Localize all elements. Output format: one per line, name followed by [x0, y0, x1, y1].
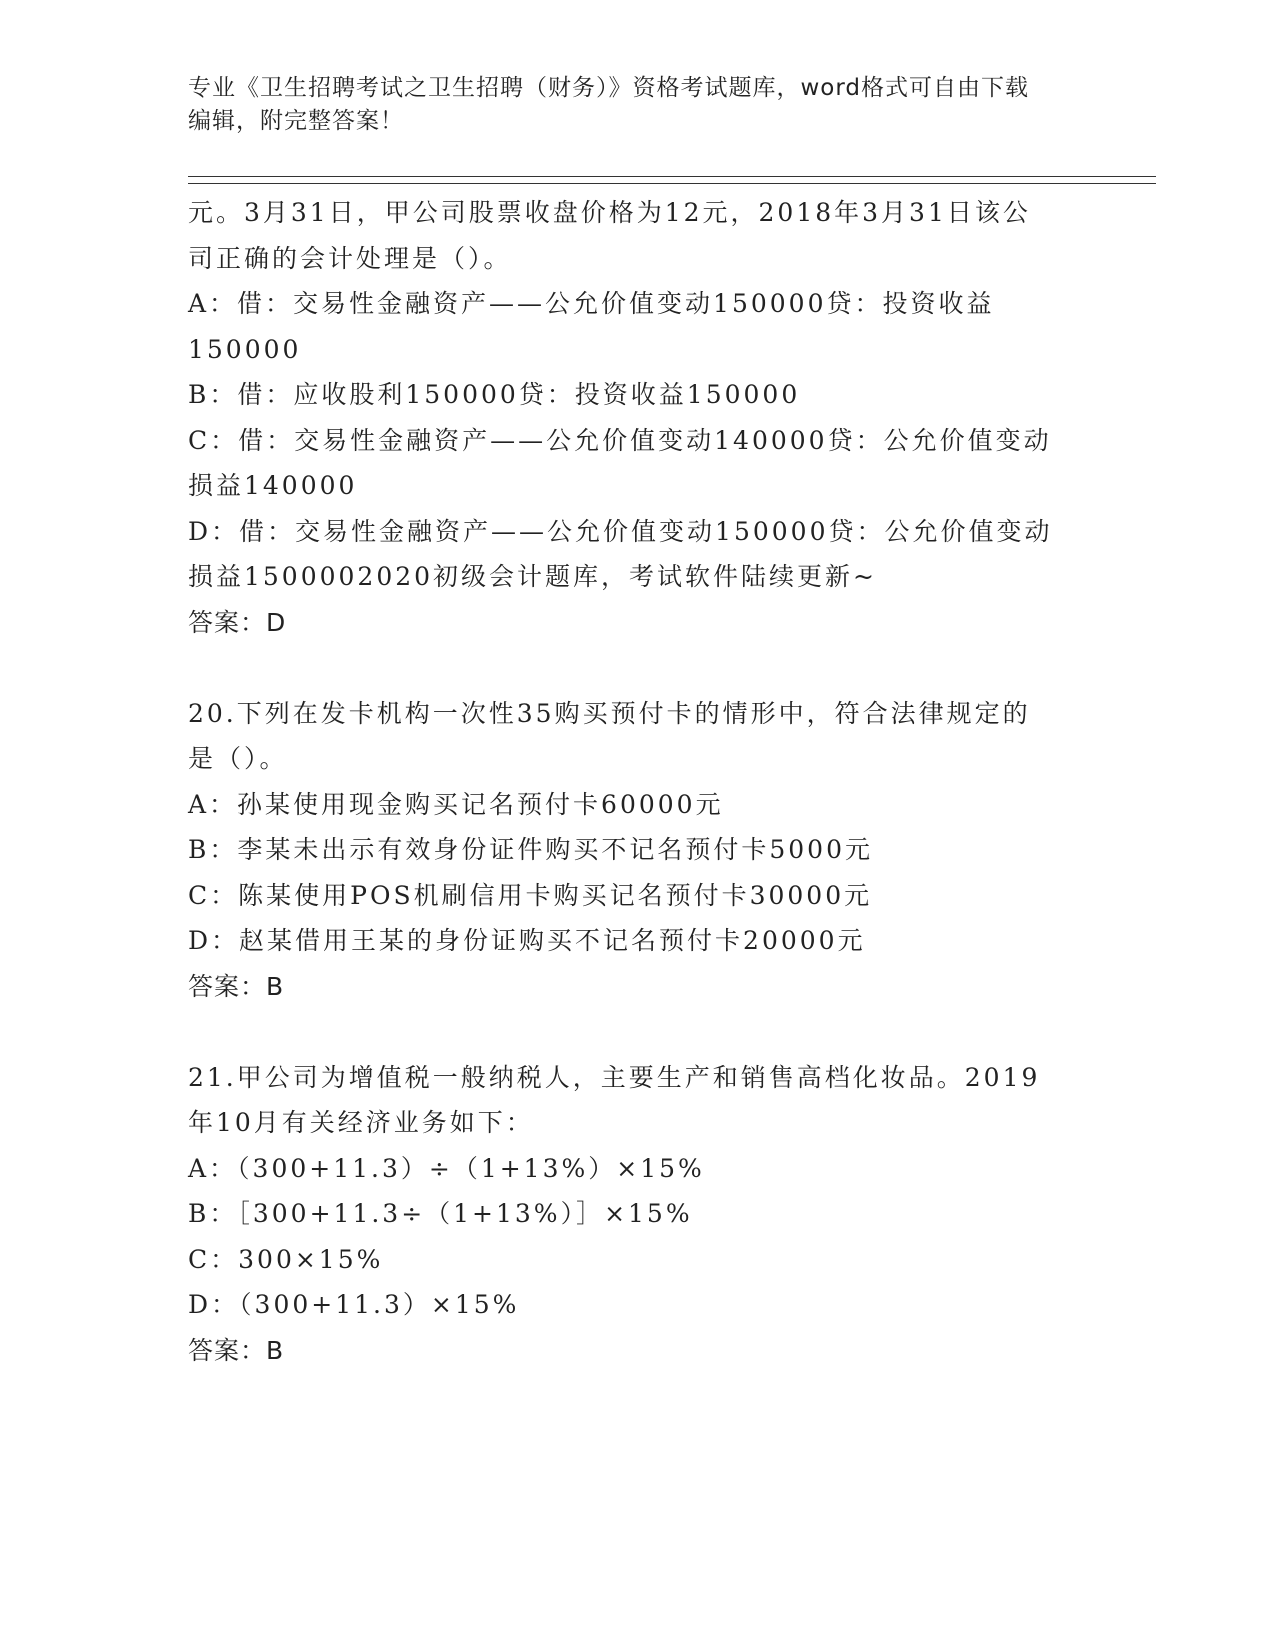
question-19 [188, 190, 1088, 645]
question-21-stem-line-1: 21.甲公司为增值税一般纳税人，主要生产和销售高档化妆品。2019 [188, 1062, 1041, 1092]
question-20-stem-line-1: 20.下列在发卡机构一次性35购买预付卡的情形中，符合法律规定的 [188, 698, 1031, 728]
question-20 [188, 691, 1088, 1010]
question-19-option-d-cont: 损益1500002020初级会计题库，考试软件陆续更新~ [188, 562, 878, 591]
header-rule-top [188, 176, 1156, 177]
header-rule-bottom [188, 183, 1156, 184]
spacer [188, 1009, 1088, 1055]
question-21-option-a: A：（300+11.3）÷（1+13%）×15% [188, 1153, 705, 1183]
question-19-option-a: A：借：交易性金融资产——公允价值变动150000贷：投资收益 [188, 289, 995, 318]
question-19-stem-line-2: 司正确的会计处理是（）。 [188, 243, 512, 273]
question-20-answer: 答案：B [188, 971, 285, 1001]
question-19-option-c-cont: 损益140000 [188, 471, 358, 500]
question-20-option-b: B：李某未出示有效身份证件购买不记名预付卡5000元 [188, 835, 873, 864]
question-20-option-c: C：陈某使用POS机刷信用卡购买记名预付卡30000元 [188, 880, 873, 910]
question-21 [188, 1055, 1088, 1374]
question-21-option-c: C：300×15% [188, 1244, 384, 1274]
question-21-answer: 答案：B [188, 1335, 285, 1365]
question-19-answer: 答案：D [188, 607, 287, 637]
question-21-option-b: B：［300+11.3÷（1+13%）］×15% [188, 1199, 693, 1228]
question-20-option-a: A：孙某使用现金购买记名预付卡60000元 [188, 789, 724, 819]
spacer [188, 645, 1088, 691]
question-19-option-b: B：借：应收股利150000贷：投资收益150000 [188, 380, 801, 409]
question-list [188, 190, 1088, 1373]
question-21-stem-line-2: 年10月有关经济业务如下： [188, 1108, 534, 1137]
question-19-stem-line-1: 元。3月31日，甲公司股票收盘价格为12元，2018年3月31日该公 [188, 198, 1031, 227]
question-19-option-a-cont: 150000 [188, 334, 302, 364]
header-line-2: 编辑，附完整答案！ [188, 108, 404, 134]
question-20-stem-line-2: 是（）。 [188, 744, 288, 773]
question-19-option-d: D：借：交易性金融资产——公允价值变动150000贷：公允价值变动 [188, 516, 1053, 546]
header-line-1: 专业《卫生招聘考试之卫生招聘（财务）》资格考试题库，word格式可自由下载 [188, 75, 1030, 101]
question-19-option-c: C：借：交易性金融资产——公允价值变动140000贷：公允价值变动 [188, 425, 1052, 455]
document-header [188, 72, 1088, 138]
question-20-option-d: D：赵某借用王某的身份证购买不记名预付卡20000元 [188, 926, 866, 955]
question-21-option-d: D：（300+11.3）×15% [188, 1290, 520, 1319]
